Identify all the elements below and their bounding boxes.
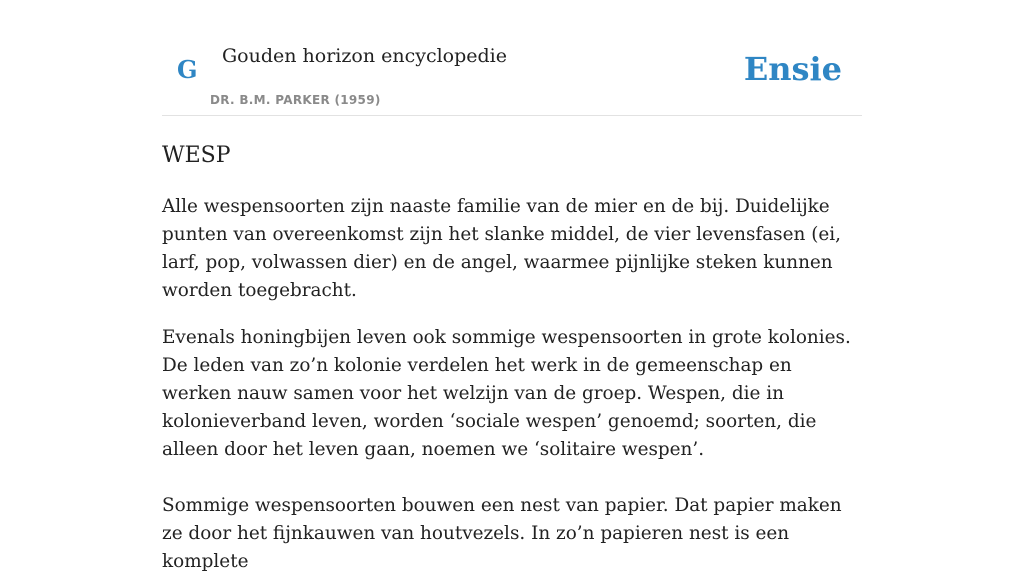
ensie-logo[interactable]: Ensie: [743, 50, 842, 88]
article-paragraph-1: Alle wespensoorten zijn naaste familie van de mier en de bij. Duidelijke punten van overeenkomst zijn het slanke middel, de vier levensfasen (ei, larf, pop, volwassen dier) en de angel, waarmee pijnlijke steken kunnen worden toegebracht.: [162, 196, 841, 301]
book-author: DR. B.M. PARKER (1959): [210, 93, 381, 107]
article-paragraph-3: Sommige wespensoorten bouwen een nest van papier. Dat papier maken ze door het fijnkauwen van houtvezels. In zo’n papieren nest is een komplete: [162, 495, 842, 572]
source-logo[interactable]: G: [177, 55, 198, 84]
page: [162, 0, 862, 576]
header: [162, 0, 862, 116]
book-title[interactable]: Gouden horizon encyclopedie: [222, 45, 507, 67]
article-paragraph-2: Evenals honingbijen leven ook sommige wespensoorten in grote kolonies. De leden van zo’n kolonie verdelen het werk in de gemeenschap en werken nauw samen voor het welzijn van de groep. Wespen, die in kolonieverband leven, worden ‘sociale wespen’ genoemd; soorten, die alleen door het leven gaan, noemen we ‘solitaire wespen’.: [162, 327, 851, 460]
article-headword: WESP: [162, 143, 231, 168]
